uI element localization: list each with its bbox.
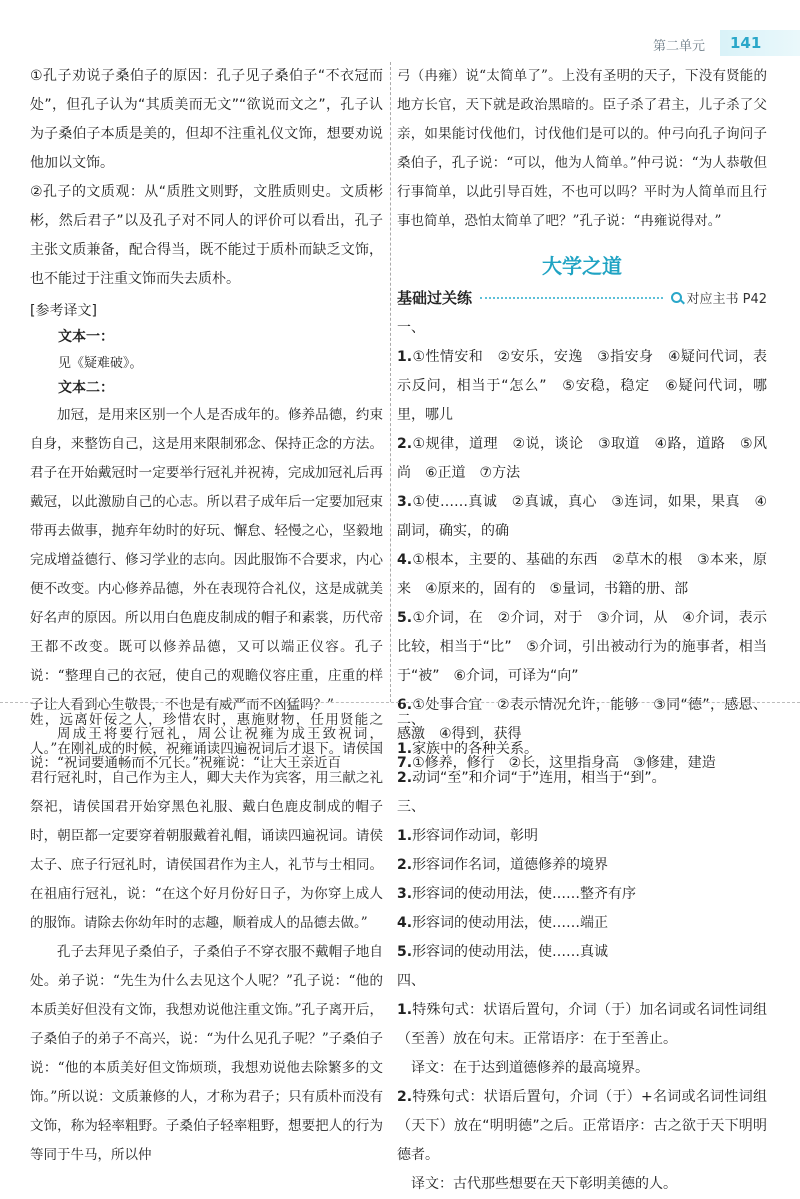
answer-item-1: ①孔子劝说子桑伯子的原因：孔子见子桑伯子“不衣冠而处”，但孔子认为“其质美而无文”“欲说而文之”，孔子认为子桑伯子本质是美的，但却不注重礼仪文饰，想要劝说他加以文饰。 bbox=[30, 68, 383, 171]
text1-body: 见《疑难破》。 bbox=[58, 356, 143, 371]
section-1-label: 一、 bbox=[397, 320, 425, 336]
item-number: 1. bbox=[397, 349, 413, 365]
item-text: ①使……真诚 ②真诚，真心 ③连词，如果，果真 ④副词，确实，的确 bbox=[397, 494, 767, 539]
answer-list-item bbox=[397, 764, 767, 793]
item-text: 特殊句式：状语后置句，介词（于）+名词或名词性词组（天下）放在“明明德”之后。正常语序：古之欲于天下明明德者。 bbox=[397, 1089, 767, 1163]
item-number: 1. bbox=[397, 828, 413, 844]
answer-list-item bbox=[397, 735, 767, 764]
answer-list-item bbox=[397, 909, 767, 938]
text2-paragraph-2b: 姓，远离奸佞之人，珍惜农时，惠施财物，任用贤能之人。”在刚礼成的时候，祝雍诵读四遍祝词后才退下。请侯国君行冠礼时，自己作为主人，卿大夫作为宾客，用三献之礼祭祀，请侯国君开始穿黑色礼服、戴白色鹿皮制成的帽子时，朝臣都一定要穿着朝服戴着礼帽，诵读四遍祝词。请侯太子、庶子行冠礼时，请侯国君作为主人，礼节与士相同。在祖庙行冠礼，说：“在这个好月份好日子，为你穿上成人的服饰。请除去你幼年时的志趣，顺着成人的品德去做。” bbox=[30, 712, 383, 931]
section-3-list bbox=[397, 822, 767, 967]
item-text: 动词“至”和介词“于”连用，相当于“到”。 bbox=[412, 770, 666, 786]
horizontal-divider bbox=[0, 702, 800, 703]
item-text: ①介词，在 ②介词，对于 ③介词，从 ④介词，表示比较，相当于“比” ⑤介词，引出被动行为的施事者，相当于“被” ⑥介词，可译为“向” bbox=[397, 610, 767, 684]
answer-list-item bbox=[397, 430, 767, 488]
answer-list-item bbox=[397, 546, 767, 604]
item-number: 6. bbox=[397, 697, 413, 713]
item-number: 4. bbox=[397, 552, 413, 568]
item-text: 特殊句式：状语后置句，介词（于）加名词或名词性词组（至善）放在句末。正常语序：在于至善止。 bbox=[397, 1002, 767, 1047]
item-text: ①修养，修行 ②长，这里指身高 ③修建，建造 bbox=[412, 755, 716, 771]
item-number: 7. bbox=[397, 755, 413, 771]
item-text: ①处事合宜 ②表示情况允许，能够 ③同“德”，感恩、感激 ④得到，获得 bbox=[397, 697, 767, 742]
text2-paragraph-2a: 周成王将要行冠礼，周公让祝雍为成王致祝词，说：“祝词要通畅而不冗长。”祝雍说：“让大王亲近百 bbox=[30, 726, 383, 771]
item-number: 1. bbox=[397, 741, 413, 757]
item-text: 形容词的使动用法，使……端正 bbox=[412, 915, 609, 931]
answer-list-item bbox=[397, 488, 767, 546]
item-text: 形容词的使动用法，使……真诚 bbox=[412, 944, 609, 960]
section-2-list bbox=[397, 735, 767, 793]
dotted-rule bbox=[480, 297, 663, 299]
item-number: 1. bbox=[397, 1002, 413, 1018]
text1-title: 文本一： bbox=[58, 329, 114, 345]
answer-list-item bbox=[397, 938, 767, 967]
section-title: 大学之道 bbox=[542, 254, 622, 278]
item-text: 形容词的使动用法，使……整齐有序 bbox=[412, 886, 637, 902]
answer-item-2: ②孔子的文质观：从“质胜文则野，文胜质则史。文质彬彬，然后君子”以及孔子对不同人的评价可以看出，孔子主张文质兼备，配合得当，既不能过于质朴而缺乏文饰，也不能过于注重文饰而失去质朴。 bbox=[30, 184, 383, 287]
answer-list-item bbox=[397, 1083, 767, 1170]
item-text: ①根本，主要的、基础的东西 ②草木的根 ③本来，原来 ④原来的，固有的 ⑤量词，书籍的册、部 bbox=[397, 552, 767, 597]
reference-translation-tag: [参考译文] bbox=[30, 303, 97, 319]
item-text: ①性情安和 ②安乐，安逸 ③指安身 ④疑问代词，表示反问，相当于“怎么” ⑤安稳，稳定 ⑥疑问代词，哪里，哪儿 bbox=[397, 349, 767, 423]
text2-paragraph-3: 孔子去拜见子桑伯子，子桑伯子不穿衣服不戴帽子地自处。弟子说：“先生为什么去见这个人呢？”孔子说：“他的本质美好但没有文饰，我想劝说他注重文饰。”孔子离开后，子桑伯子的弟子不高兴，说：“为什么见孔子呢？”子桑伯子说：“他的本质美好但文饰烦琐，我想劝说他去除繁多的文饰。”所以说：文质兼修的人，才称为君子；只有质朴而没有文饰，称为轻率粗野。子桑伯子轻率粗野，想要把人的行为等同于牛马，所以仲 bbox=[30, 944, 383, 1163]
unit-label: 第二单元 bbox=[652, 39, 705, 54]
section-4-list bbox=[397, 996, 767, 1199]
section-4-label: 四、 bbox=[397, 973, 425, 989]
jichu-title: 基础过关练 bbox=[397, 289, 473, 307]
answer-list-item bbox=[397, 604, 767, 691]
left-column bbox=[30, 62, 383, 778]
section-3-label: 三、 bbox=[397, 799, 425, 815]
jichu-header bbox=[397, 287, 767, 308]
item-text: ①规律，道理 ②说，谈论 ③取道 ④路，道路 ⑤风尚 ⑥正道 ⑦方法 bbox=[397, 436, 767, 481]
search-icon bbox=[671, 292, 682, 303]
main-book-ref bbox=[671, 288, 767, 307]
item-number: 2. bbox=[397, 857, 413, 873]
right-column bbox=[397, 62, 767, 778]
item-number: 5. bbox=[397, 944, 413, 960]
answer-list-item bbox=[397, 851, 767, 880]
column-divider bbox=[390, 62, 391, 702]
item-translation: 译文：在于达到道德修养的最高境界。 bbox=[411, 1060, 649, 1076]
text2-paragraph-1: 加冠，是用来区别一个人是否成年的。修养品德，约束自身，来整饬自己，这是用来限制邪念、保持正念的方法。君子在开始戴冠时一定要举行冠礼并祝祷，完成加冠礼后再戴冠，以此激励自己的心志。所以君子成年后一定要加冠束带再去做事，抛弃年幼时的好玩、懈怠、轻慢之心，坚毅地完成增益德行、修习学业的志向。因此服饰不合要求，内心便不改变。内心修养品德，外在表现符合礼仪，这是成就美好名声的原因。所以用白色鹿皮制成的帽子和素裳，历代帝王都不改变。既可以修养品德，又可以端正仪容。孔子说：“整理自己的衣冠，使自己的观瞻仪容庄重，庄重的样子让人看到心生敬畏，不也是有威严而不凶猛吗？” bbox=[30, 407, 383, 713]
page-number: 141 bbox=[720, 30, 800, 56]
item-number: 4. bbox=[397, 915, 413, 931]
main-book-ref-text: 对应主书 P42 bbox=[686, 292, 767, 307]
text2-title: 文本二： bbox=[58, 380, 114, 396]
item-text: 形容词作动词，彰明 bbox=[412, 828, 539, 844]
answer-list-item bbox=[397, 880, 767, 909]
item-number: 2. bbox=[397, 1089, 413, 1105]
item-number: 3. bbox=[397, 886, 413, 902]
answer-list-item bbox=[397, 996, 767, 1054]
right-column-lower bbox=[397, 706, 767, 1199]
item-text: 家族中的各种关系。 bbox=[412, 741, 539, 757]
translation-continuation: 弓（冉雍）说“太简单了”。上没有圣明的天子，下没有贤能的地方长官，天下就是政治黑暗的。臣子杀了君主，儿子杀了父亲，如果能讨伐他们，讨伐他们是可以的。仲弓向孔子询问子桑伯子，孔子说：“可以，他为人简单。”仲弓说：“为人恭敬但行事简单，以此引导百姓，不也可以吗？平时为人简单而且行事也简单，恐怕太简单了吧？”孔子说：“冉雍说得对。” bbox=[397, 68, 767, 229]
section-2-label: 二、 bbox=[397, 712, 425, 728]
item-number: 3. bbox=[397, 494, 413, 510]
item-number: 2. bbox=[397, 770, 413, 786]
item-number: 2. bbox=[397, 436, 413, 452]
item-number: 5. bbox=[397, 610, 413, 626]
left-column-lower bbox=[30, 706, 383, 1170]
answer-list-item bbox=[397, 343, 767, 430]
item-translation: 译文：古代那些想要在天下彰明美德的人。 bbox=[411, 1176, 677, 1192]
item-text: 形容词作名词，道德修养的境界 bbox=[412, 857, 609, 873]
answer-list-item bbox=[397, 822, 767, 851]
